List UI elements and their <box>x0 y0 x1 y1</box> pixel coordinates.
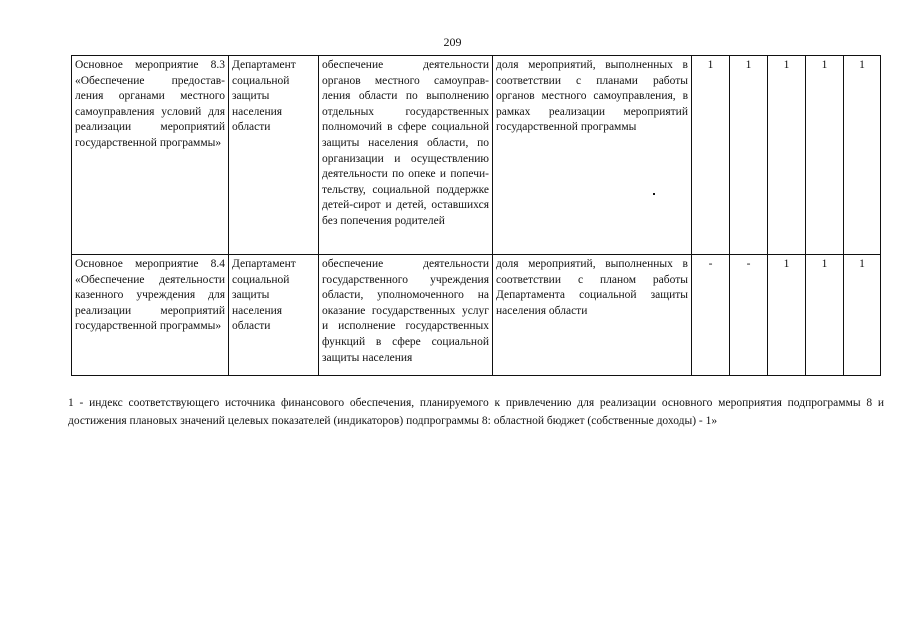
year-value-cell: - <box>692 255 730 376</box>
indicator-cell <box>493 56 692 255</box>
executor-cell: Департамент социальной защиты населения области <box>229 255 319 376</box>
year-value-cell: 1 <box>806 56 844 255</box>
executor-cell: Департамент социальной защиты населения области <box>229 56 319 255</box>
year-value-cell: 1 <box>768 255 806 376</box>
year-value-cell: 1 <box>806 255 844 376</box>
year-value-cell: 1 <box>844 255 881 376</box>
stray-mark <box>653 193 655 195</box>
event-content-cell: обеспечение деятельности органов местного самоуправления области по выполнению отдельных государственных полномочий в сфере социальной защиты населения области, по организации и осуществлению деятельности по опеке и попечительству, социальной поддержке детей-сирот и детей, оставшихся без попечения родителей <box>319 56 493 255</box>
event-content-cell: обеспечение деятельности государственного учреждения области, уполномоченного на оказание государственных услуг и исполнение государственных функций в сфере социальной защиты населения <box>319 255 493 376</box>
year-value-cell: 1 <box>692 56 730 255</box>
indicator-cell: доля мероприятий, выполненных в соответствии с планом работы Департамента социальной защиты населения области <box>493 255 692 376</box>
year-value-cell: 1 <box>768 56 806 255</box>
table-row <box>72 56 881 255</box>
year-value-cell: 1 <box>844 56 881 255</box>
event-name-cell: Основное мероприятие 8.4 «Обеспечение деятельности казенного учреждения для реализации мероприятий государственной программы» <box>72 255 229 376</box>
year-value-cell: - <box>730 255 768 376</box>
event-name-cell: Основное мероприятие 8.3 «Обеспечение предоставления органами местного самоуправления условий для реализации мероприятий государственной программы» <box>72 56 229 255</box>
footnote: 1 - индекс соответствующего источника финансового обеспечения, планируемого к привлечению для реализации основного мероприятия подпрограммы 8 и достижения плановых значений целевых показателей (индикаторов) подпрограммы 8: областной бюджет (собственные доходы) - 1» <box>68 397 884 427</box>
activities-table <box>71 55 881 376</box>
table-row <box>72 255 881 376</box>
page-number: 209 <box>443 35 462 49</box>
year-value-cell: 1 <box>730 56 768 255</box>
indicator-text: доля мероприятий, выполненных в соответствии с планами работы органов местного самоуправления, в рамках реализации мероприятий государственной программы <box>496 59 688 134</box>
